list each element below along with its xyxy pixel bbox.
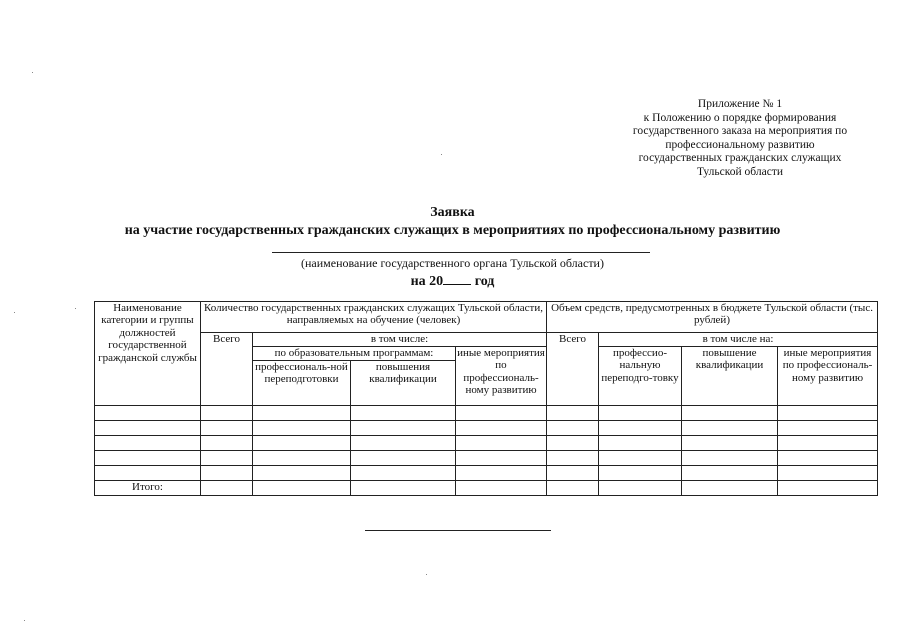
table-cell[interactable] [682, 406, 778, 421]
table-cell[interactable] [547, 481, 599, 496]
request-table [94, 301, 878, 496]
appendix-line: государственных гражданских служащих [638, 152, 842, 165]
table-cell[interactable] [201, 436, 253, 451]
header-funds-including: в том числе на: [599, 333, 878, 347]
table-cell[interactable] [547, 466, 599, 481]
table-cell[interactable] [682, 466, 778, 481]
table-cell[interactable] [778, 451, 878, 466]
header-count-total: Всего [201, 333, 253, 406]
header-retraining: профессиональ-ной переподготовки [253, 361, 351, 406]
header-count-group: Количество государственных гражданских служащих Тульской области, направляемых на обучение (человек) [201, 302, 547, 333]
table-cell[interactable] [456, 436, 547, 451]
table-cell[interactable] [201, 481, 253, 496]
table-cell[interactable] [599, 436, 682, 451]
table-cell[interactable] [95, 466, 201, 481]
bottom-separator-line [365, 530, 551, 531]
appendix-line: Приложение № 1 [697, 98, 783, 110]
appendix-line: государственного заказа на мероприятия по [632, 125, 848, 138]
year-blank [443, 272, 471, 285]
header-other-count: иные мероприятия по профессиональ-ному развитию [456, 347, 547, 406]
table-cell[interactable] [456, 451, 547, 466]
table-cell[interactable] [456, 421, 547, 436]
table-cell[interactable] [682, 481, 778, 496]
org-name-line [272, 252, 650, 253]
table-cell[interactable] [456, 466, 547, 481]
document-title [0, 205, 905, 240]
table-cell[interactable] [351, 481, 456, 496]
header-retraining-funds: профессио-нальную переподго-товку [599, 347, 682, 406]
table-cell[interactable] [547, 421, 599, 436]
header-funds-total: Всего [547, 333, 599, 406]
header-qualification: повышения квалификации [351, 361, 456, 406]
table-cell[interactable] [351, 421, 456, 436]
table-cell[interactable] [682, 436, 778, 451]
scan-speck [75, 308, 76, 309]
total-row [95, 481, 878, 496]
header-funds-group: Объем средств, предусмотренных в бюджете Тульской области (тыс. рублей) [547, 302, 878, 333]
table-cell[interactable] [682, 421, 778, 436]
table-cell[interactable] [778, 421, 878, 436]
table-cell[interactable] [201, 451, 253, 466]
table-cell[interactable] [351, 466, 456, 481]
table-cell[interactable] [456, 481, 547, 496]
table-cell[interactable] [253, 436, 351, 451]
header-category: Наименование категории и группы должностей государственной гражданской службы [95, 302, 201, 406]
scan-speck [14, 312, 15, 313]
table-cell[interactable] [599, 481, 682, 496]
table-cell[interactable] [253, 421, 351, 436]
header-edu-programs: по образовательным программам: [253, 347, 456, 361]
table-row [95, 451, 878, 466]
table-cell[interactable] [547, 436, 599, 451]
scan-speck [441, 154, 442, 155]
table-cell[interactable] [95, 421, 201, 436]
total-label: Итого: [95, 481, 201, 496]
table-cell[interactable] [253, 406, 351, 421]
appendix-block [600, 98, 880, 180]
appendix-line: Тульской области [696, 165, 783, 178]
table-cell[interactable] [778, 406, 878, 421]
table-cell[interactable] [778, 481, 878, 496]
table-cell[interactable] [599, 406, 682, 421]
table-cell[interactable] [682, 451, 778, 466]
table-cell[interactable] [778, 436, 878, 451]
table-cell[interactable] [253, 451, 351, 466]
title-line-1: Заявка [430, 205, 475, 220]
appendix-line: профессиональному развитию [665, 138, 815, 151]
header-other-funds: иные мероприятия по профессиональ-ному развитию [778, 347, 878, 406]
table-row [95, 436, 878, 451]
table-cell[interactable] [95, 406, 201, 421]
table-cell[interactable] [547, 451, 599, 466]
table-cell[interactable] [599, 466, 682, 481]
table-cell[interactable] [351, 406, 456, 421]
table-cell[interactable] [456, 406, 547, 421]
year-suffix: год [471, 274, 495, 289]
scan-speck [32, 72, 33, 73]
year-line [0, 272, 905, 290]
header-count-including: в том числе: [253, 333, 547, 347]
appendix-line: к Положению о порядке формирования [643, 111, 837, 124]
table-row [95, 406, 878, 421]
table-cell[interactable] [351, 436, 456, 451]
table-cell[interactable] [201, 421, 253, 436]
table-cell[interactable] [547, 406, 599, 421]
table-cell[interactable] [253, 466, 351, 481]
table-cell[interactable] [95, 436, 201, 451]
table-row [95, 466, 878, 481]
table-cell[interactable] [253, 481, 351, 496]
table-cell[interactable] [778, 466, 878, 481]
table-cell[interactable] [201, 406, 253, 421]
scan-speck [24, 620, 25, 621]
header-qualification-funds: повышение квалификации [682, 347, 778, 406]
table-cell[interactable] [351, 451, 456, 466]
table-cell[interactable] [95, 451, 201, 466]
table-row [95, 421, 878, 436]
org-name-caption: (наименование государственного органа Тульской области) [301, 256, 604, 270]
table-cell[interactable] [599, 451, 682, 466]
table-cell[interactable] [599, 421, 682, 436]
title-line-2: на участие государственных гражданских служащих в мероприятиях по профессиональному развитию [124, 223, 781, 238]
scan-speck [426, 574, 427, 575]
table-cell[interactable] [201, 466, 253, 481]
year-prefix: на 20 [410, 274, 444, 289]
